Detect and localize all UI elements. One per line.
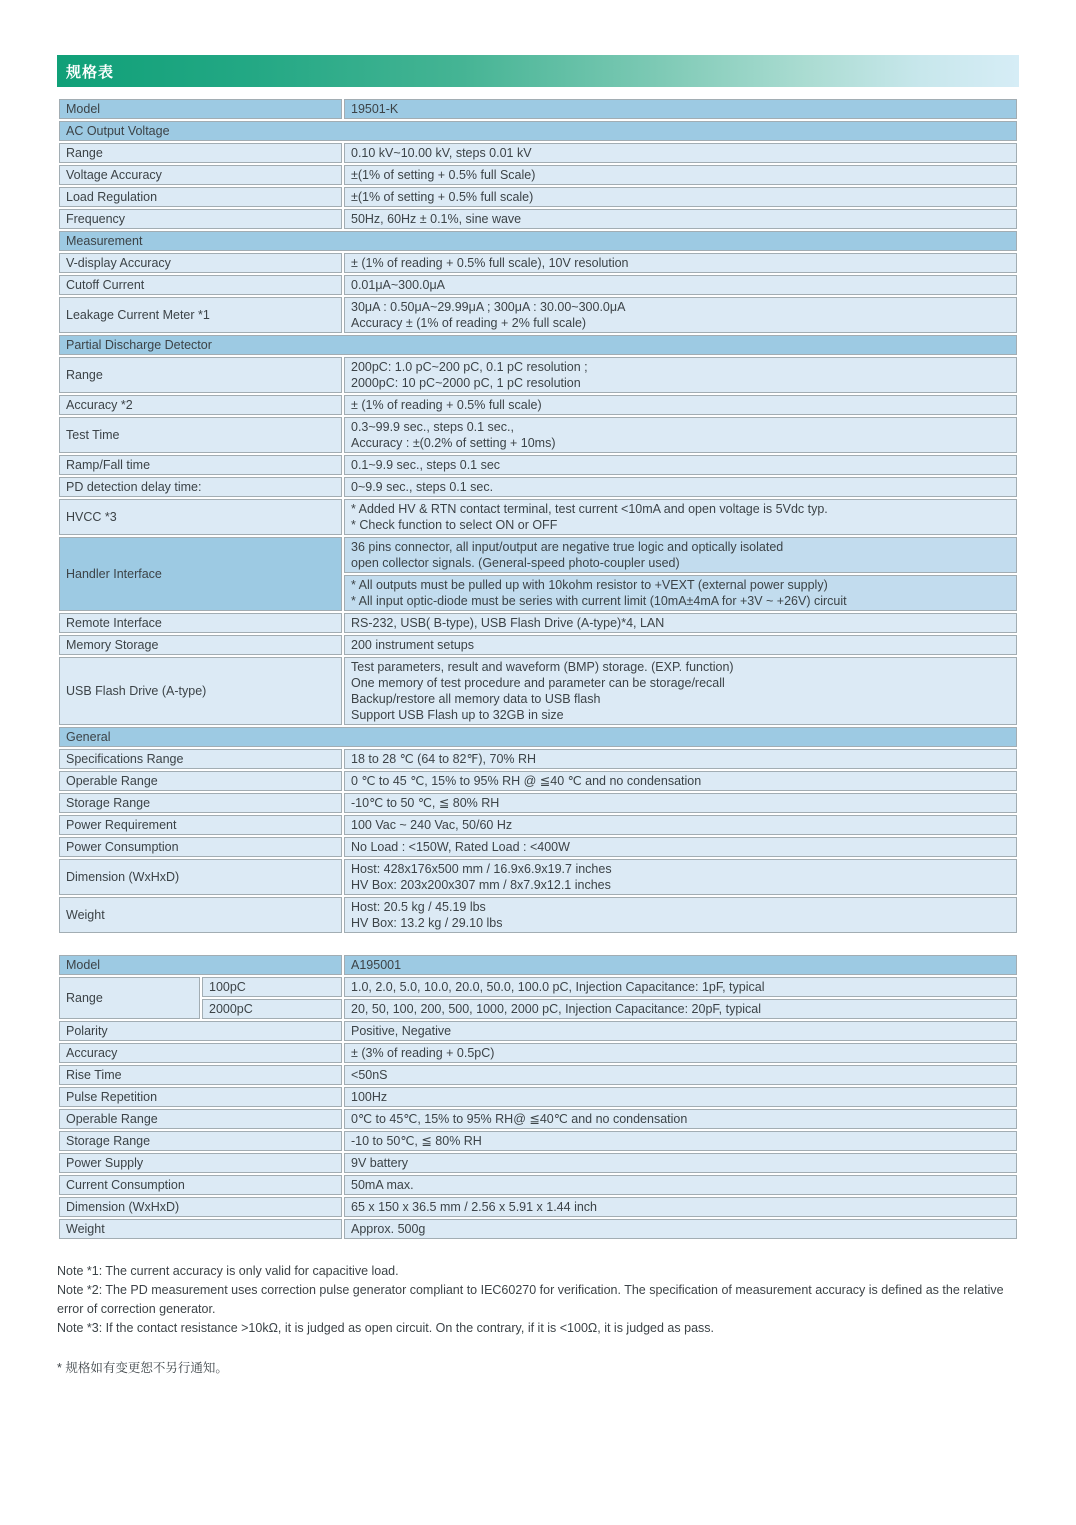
table-row <box>59 499 1017 535</box>
row-label: Storage Range <box>59 793 342 813</box>
row-value: 20, 50, 100, 200, 500, 1000, 2000 pC, Injection Capacitance: 20pF, typical <box>344 999 1017 1019</box>
row-value <box>344 417 1017 453</box>
row-label: Accuracy <box>59 1043 342 1063</box>
row-value <box>344 297 1017 333</box>
table-row <box>59 143 1017 163</box>
section-row <box>59 727 1017 747</box>
row-label: Range <box>59 357 342 393</box>
row-value: ± (3% of reading + 0.5pC) <box>344 1043 1017 1063</box>
row-label: Rise Time <box>59 1065 342 1085</box>
value-line: 36 pins connector, all input/output are negative true logic and optically isolated <box>351 540 784 554</box>
table-row <box>59 613 1017 633</box>
section-label: General <box>59 727 1017 747</box>
table-row <box>59 537 1017 573</box>
table-row <box>59 657 1017 725</box>
table-row <box>59 897 1017 933</box>
row-label: Handler Interface <box>59 537 342 611</box>
row-value: ± (1% of reading + 0.5% full scale), 10V resolution <box>344 253 1017 273</box>
row-label: Specifications Range <box>59 749 342 769</box>
table-row <box>59 275 1017 295</box>
row-label: Range <box>59 977 200 1019</box>
row-label: Leakage Current Meter *1 <box>59 297 342 333</box>
row-label: Power Supply <box>59 1153 342 1173</box>
table-row <box>59 455 1017 475</box>
row-label: Remote Interface <box>59 613 342 633</box>
value-line: 30μA : 0.50μA~29.99μA ; 300μA : 30.00~300.0μA <box>351 300 626 314</box>
range-sublabel: 100pC <box>202 977 342 997</box>
row-label: Operable Range <box>59 771 342 791</box>
value-line: 200pC: 1.0 pC~200 pC, 0.1 pC resolution ; <box>351 360 588 374</box>
table-row <box>59 977 1017 997</box>
row-value: No Load : <150W, Rated Load : <400W <box>344 837 1017 857</box>
row-value: 100 Vac ~ 240 Vac, 50/60 Hz <box>344 815 1017 835</box>
table-row <box>59 1131 1017 1151</box>
value-line: HV Box: 203x200x307 mm / 8x7.9x12.1 inches <box>351 878 611 892</box>
row-label: Voltage Accuracy <box>59 165 342 185</box>
row-label: Model <box>59 99 342 119</box>
row-value: Positive, Negative <box>344 1021 1017 1041</box>
row-value: 200 instrument setups <box>344 635 1017 655</box>
table-row <box>59 635 1017 655</box>
table-row <box>59 815 1017 835</box>
row-value: 0.10 kV~10.00 kV, steps 0.01 kV <box>344 143 1017 163</box>
value-line: Backup/restore all memory data to USB flash <box>351 692 601 706</box>
row-label: Range <box>59 143 342 163</box>
row-label: Dimension (WxHxD) <box>59 1197 342 1217</box>
row-value: 1.0, 2.0, 5.0, 10.0, 20.0, 50.0, 100.0 pC, Injection Capacitance: 1pF, typical <box>344 977 1017 997</box>
row-value: Approx. 500g <box>344 1219 1017 1239</box>
row-label: Load Regulation <box>59 187 342 207</box>
table-row <box>59 1087 1017 1107</box>
row-label: Pulse Repetition <box>59 1087 342 1107</box>
row-value: <50nS <box>344 1065 1017 1085</box>
row-value: ± (1% of reading + 0.5% full scale) <box>344 395 1017 415</box>
table-row <box>59 477 1017 497</box>
table-row <box>59 955 1017 975</box>
row-value <box>344 357 1017 393</box>
row-label: Weight <box>59 897 342 933</box>
row-value: -10 to 50℃, ≦ 80% RH <box>344 1131 1017 1151</box>
value-line: HV Box: 13.2 kg / 29.10 lbs <box>351 916 503 930</box>
row-label: USB Flash Drive (A-type) <box>59 657 342 725</box>
table-row <box>59 999 1017 1019</box>
row-value: 0.1~9.9 sec., steps 0.1 sec <box>344 455 1017 475</box>
table-row <box>59 395 1017 415</box>
row-value <box>344 575 1017 611</box>
row-value: 50Hz, 60Hz ± 0.1%, sine wave <box>344 209 1017 229</box>
model-value: A195001 <box>344 955 1017 975</box>
spec-header-bar <box>57 55 1019 87</box>
row-label: Cutoff Current <box>59 275 342 295</box>
row-value: 18 to 28 ℃ (64 to 82℉), 70% RH <box>344 749 1017 769</box>
value-line: Accuracy : ±(0.2% of setting + 10ms) <box>351 436 556 450</box>
table-row <box>59 165 1017 185</box>
row-value: ±(1% of setting + 0.5% full Scale) <box>344 165 1017 185</box>
row-value: 9V battery <box>344 1153 1017 1173</box>
table-row <box>59 1043 1017 1063</box>
row-value: 0~9.9 sec., steps 0.1 sec. <box>344 477 1017 497</box>
table-row <box>59 357 1017 393</box>
row-value: RS-232, USB( B-type), USB Flash Drive (A-type)*4, LAN <box>344 613 1017 633</box>
table-row <box>59 297 1017 333</box>
value-line: Host: 428x176x500 mm / 16.9x6.9x19.7 inches <box>351 862 612 876</box>
table-row <box>59 417 1017 453</box>
row-label: V-display Accuracy <box>59 253 342 273</box>
table-row <box>59 837 1017 857</box>
value-line: * All input optic-diode must be series with current limit (10mA±4mA for +3V ~ +26V) circuit <box>351 594 847 608</box>
table-row <box>59 253 1017 273</box>
row-label: HVCC *3 <box>59 499 342 535</box>
table-row <box>59 859 1017 895</box>
row-value <box>344 537 1017 573</box>
table-row <box>59 1153 1017 1173</box>
row-label: Storage Range <box>59 1131 342 1151</box>
value-line: 0.3~99.9 sec., steps 0.1 sec., <box>351 420 514 434</box>
row-label: Weight <box>59 1219 342 1239</box>
row-label: Frequency <box>59 209 342 229</box>
row-label: Dimension (WxHxD) <box>59 859 342 895</box>
row-value <box>344 657 1017 725</box>
accessory-spec-table <box>57 953 1019 1241</box>
page-title: 规格表 <box>66 63 115 81</box>
row-value: ±(1% of setting + 0.5% full scale) <box>344 187 1017 207</box>
row-label: Model <box>59 955 342 975</box>
table-row <box>59 1197 1017 1217</box>
page-content <box>57 55 1019 1376</box>
value-line: * Check function to select ON or OFF <box>351 518 558 532</box>
table-row <box>59 209 1017 229</box>
notes-block <box>57 1262 1019 1338</box>
row-value: 0℃ to 45℃, 15% to 95% RH@ ≦40℃ and no condensation <box>344 1109 1017 1129</box>
row-label: Power Requirement <box>59 815 342 835</box>
table-row <box>59 1065 1017 1085</box>
section-row <box>59 121 1017 141</box>
row-value: 65 x 150 x 36.5 mm / 2.56 x 5.91 x 1.44 inch <box>344 1197 1017 1217</box>
section-label: Partial Discharge Detector <box>59 335 1017 355</box>
row-value: -10℃ to 50 ℃, ≦ 80% RH <box>344 793 1017 813</box>
value-line: 2000pC: 10 pC~2000 pC, 1 pC resolution <box>351 376 581 390</box>
row-label: Ramp/Fall time <box>59 455 342 475</box>
value-line: Test parameters, result and waveform (BMP) storage. (EXP. function) <box>351 660 734 674</box>
section-label: AC Output Voltage <box>59 121 1017 141</box>
table-row <box>59 749 1017 769</box>
model-value: 19501-K <box>344 99 1017 119</box>
main-spec-table <box>57 97 1019 935</box>
value-line: Support USB Flash up to 32GB in size <box>351 708 564 722</box>
row-label: PD detection delay time: <box>59 477 342 497</box>
value-line: Host: 20.5 kg / 45.19 lbs <box>351 900 486 914</box>
row-label: Power Consumption <box>59 837 342 857</box>
table-row <box>59 771 1017 791</box>
note-line: Note *1: The current accuracy is only valid for capacitive load. <box>57 1264 399 1278</box>
row-value: 0.01μA~300.0μA <box>344 275 1017 295</box>
value-line: Accuracy ± (1% of reading + 2% full scale) <box>351 316 587 330</box>
value-line: * Added HV & RTN contact terminal, test current <10mA and open voltage is 5Vdc typ. <box>351 502 828 516</box>
note-line: Note *2: The PD measurement uses correction pulse generator compliant to IEC60270 for verification. The specification of measurement accuracy is defined as the relative error of correction generator. <box>57 1283 1004 1316</box>
row-value: 50mA max. <box>344 1175 1017 1195</box>
value-line: One memory of test procedure and parameter can be storage/recall <box>351 676 725 690</box>
row-label: Accuracy *2 <box>59 395 342 415</box>
row-label: Test Time <box>59 417 342 453</box>
row-label: Memory Storage <box>59 635 342 655</box>
section-row <box>59 231 1017 251</box>
row-label: Polarity <box>59 1021 342 1041</box>
table-row <box>59 793 1017 813</box>
table-row <box>59 99 1017 119</box>
section-label: Measurement <box>59 231 1017 251</box>
section-row <box>59 335 1017 355</box>
table-row <box>59 1109 1017 1129</box>
row-label: Operable Range <box>59 1109 342 1129</box>
spec-change-footnote: * 规格如有变更恕不另行通知。 <box>57 1361 228 1375</box>
table-row <box>59 1021 1017 1041</box>
row-value <box>344 897 1017 933</box>
table-row <box>59 1219 1017 1239</box>
row-label: Current Consumption <box>59 1175 342 1195</box>
row-value: 0 ℃ to 45 ℃, 15% to 95% RH @ ≦40 ℃ and no condensation <box>344 771 1017 791</box>
value-line: * All outputs must be pulled up with 10kohm resistor to +VEXT (external power supply) <box>351 578 828 592</box>
table-row <box>59 1175 1017 1195</box>
range-sublabel: 2000pC <box>202 999 342 1019</box>
note-line: Note *3: If the contact resistance >10kΩ, it is judged as open circuit. On the contrary, if it is <100Ω, it is judged as pass. <box>57 1321 714 1335</box>
table-row <box>59 187 1017 207</box>
row-value <box>344 499 1017 535</box>
row-value <box>344 859 1017 895</box>
value-line: open collector signals. (General-speed photo-coupler used) <box>351 556 680 570</box>
row-value: 100Hz <box>344 1087 1017 1107</box>
